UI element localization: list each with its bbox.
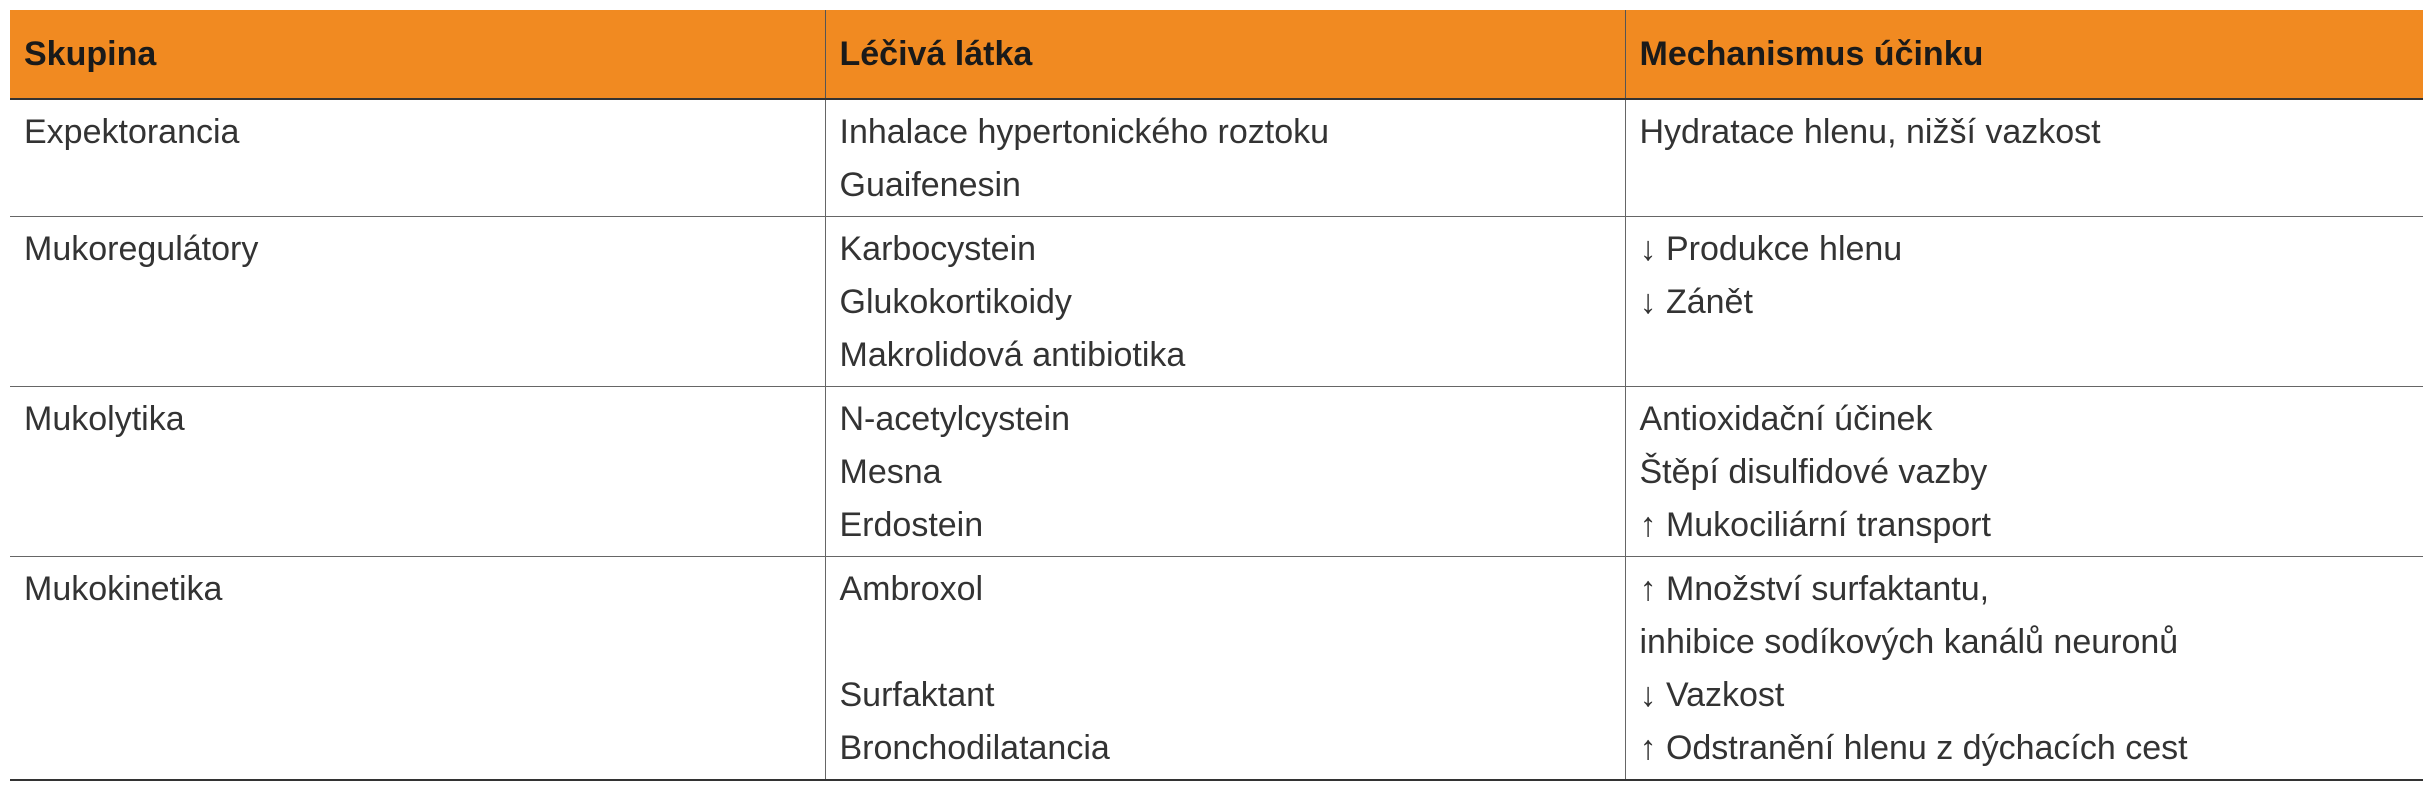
cell-group [10,99,825,217]
cell-group [10,387,825,557]
drug-item: Bronchodilatancia [839,729,1110,767]
mechanism-item: inhibice sodíkových kanálů neuronů [1639,623,2179,661]
drug-item: Glukokortikoidy [839,283,1072,321]
cell-drugs [825,99,1625,217]
table-row [10,217,2423,387]
header-mechanism: Mechanismus účinku [1625,10,2423,99]
mechanism-item: ↑ Odstranění hlenu z dýchacích cest [1639,729,2188,767]
drug-item: Makrolidová antibiotika [839,336,1186,374]
mechanism-item: Štěpí disulfidové vazby [1639,453,1988,491]
cell-mechanism [1625,387,2423,557]
drug-item: Inhalace hypertonického roztoku [839,113,1330,151]
mechanism-item: ↓ Vazkost [1639,676,1785,714]
drug-item: N-acetylcystein [839,400,1071,438]
drug-item: Ambroxol [839,570,984,608]
group-name: Mukoregulátory [24,230,259,268]
cell-group [10,557,825,781]
drug-table-container [10,10,2423,781]
cell-drugs [825,217,1625,387]
table-row [10,557,2423,781]
group-name: Expektorancia [24,113,240,151]
mechanism-item: ↑ Mukociliární transport [1639,506,1991,544]
mechanism-item: Antioxidační účinek [1639,400,1933,438]
table-row [10,99,2423,217]
mucoactive-drugs-table [10,10,2423,781]
mechanism-item: ↓ Produkce hlenu [1639,230,1903,268]
drug-item: Surfaktant [839,676,995,714]
table-header-row [10,10,2423,99]
cell-mechanism [1625,557,2423,781]
drug-item: Erdostein [839,506,984,544]
cell-drugs [825,557,1625,781]
mechanism-item: Hydratace hlenu, nižší vazkost [1639,113,2101,151]
cell-mechanism [1625,217,2423,387]
cell-drugs [825,387,1625,557]
drug-item: Mesna [839,453,942,491]
header-group: Skupina [10,10,825,99]
cell-group [10,217,825,387]
drug-item: Guaifenesin [839,166,1021,204]
drug-item-spacer [840,616,1611,669]
mechanism-item: ↑ Množství surfaktantu, [1639,570,1990,608]
drug-item: Karbocystein [839,230,1037,268]
mechanism-item: ↓ Zánět [1639,283,1753,321]
table-row [10,387,2423,557]
header-drug: Léčivá látka [825,10,1625,99]
cell-mechanism [1625,99,2423,217]
group-name: Mukolytika [24,400,185,438]
group-name: Mukokinetika [24,570,223,608]
